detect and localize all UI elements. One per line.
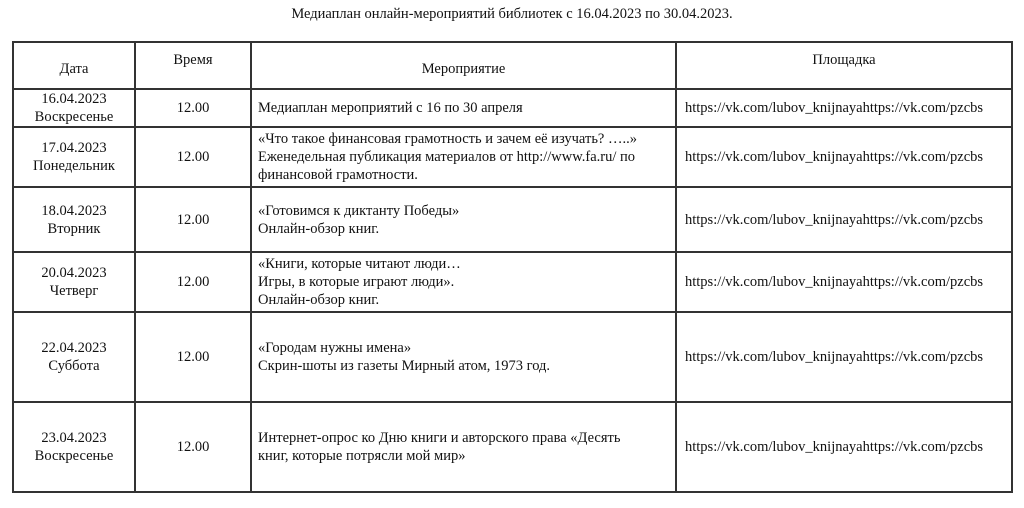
event-weekday: Вторник <box>47 220 101 237</box>
event-text-line: Медиаплан мероприятий с 16 по 30 апреля <box>258 100 523 116</box>
date-cell <box>13 402 135 492</box>
venue-link[interactable]: https://vk.com/lubov_knijnayahttps://vk.com/pzcbs <box>685 274 984 290</box>
time-cell: 12.00 <box>135 89 251 127</box>
table-row <box>13 127 1012 187</box>
event-weekday: Воскресенье <box>34 109 114 125</box>
table-row <box>13 402 1012 492</box>
venue-link[interactable]: https://vk.com/lubov_knijnayahttps://vk.com/pzcbs <box>685 149 984 165</box>
event-text-line: Еженедельная публикация материалов от http://www.fa.ru/ по <box>258 149 636 165</box>
event-text-line: Онлайн-обзор книг. <box>258 292 380 308</box>
venue-cell <box>676 312 1012 402</box>
time-cell: 12.00 <box>135 187 251 252</box>
event-weekday: Воскресенье <box>34 448 114 464</box>
table-row <box>13 187 1012 252</box>
time-cell: 12.00 <box>135 312 251 402</box>
event-weekday: Четверг <box>49 283 99 299</box>
document-title: Медиаплан онлайн-мероприятий библиотек с 16.04.2023 по 30.04.2023. <box>291 6 733 22</box>
table-row <box>13 312 1012 402</box>
event-text-line: Онлайн-обзор книг. <box>258 220 380 237</box>
time-cell: 12.00 <box>135 127 251 187</box>
event-text-line: Игры, в которые играют люди». <box>258 274 455 290</box>
event-text-line: «Готовимся к диктанту Победы» <box>258 202 460 219</box>
table-row <box>13 252 1012 312</box>
venue-cell <box>676 187 1012 252</box>
event-weekday: Понедельник <box>33 158 115 174</box>
event-text-line: книг, которые потрясли мой мир» <box>258 448 466 464</box>
date-cell <box>13 187 135 252</box>
event-date: 17.04.2023 <box>41 140 107 156</box>
header-event: Мероприятие <box>251 42 676 89</box>
date-cell <box>13 127 135 187</box>
date-cell <box>13 89 135 127</box>
event-cell <box>251 312 676 402</box>
table-row <box>13 89 1012 127</box>
date-cell <box>13 312 135 402</box>
venue-cell <box>676 89 1012 127</box>
table-header-row <box>13 42 1012 89</box>
header-time: Время <box>135 42 251 89</box>
event-weekday: Суббота <box>48 358 100 374</box>
event-cell <box>251 252 676 312</box>
event-cell <box>251 127 676 187</box>
venue-link[interactable]: https://vk.com/lubov_knijnayahttps://vk.com/pzcbs <box>685 100 984 116</box>
event-cell <box>251 187 676 252</box>
event-text-line: «Книги, которые читают люди… <box>258 256 461 272</box>
header-venue: Площадка <box>676 42 1012 89</box>
time-cell: 12.00 <box>135 402 251 492</box>
event-text-line: «Городам нужны имена» <box>258 340 412 356</box>
event-date: 20.04.2023 <box>41 265 107 281</box>
header-date: Дата <box>13 42 135 89</box>
event-cell <box>251 402 676 492</box>
venue-link[interactable]: https://vk.com/lubov_knijnayahttps://vk.com/pzcbs <box>685 439 984 455</box>
date-cell <box>13 252 135 312</box>
venue-link[interactable]: https://vk.com/lubov_knijnayahttps://vk.com/pzcbs <box>685 349 984 365</box>
event-cell <box>251 89 676 127</box>
events-table <box>12 41 1013 493</box>
event-text-line: Скрин-шоты из газеты Мирный атом, 1973 год. <box>258 358 551 374</box>
venue-link[interactable]: https://vk.com/lubov_knijnayahttps://vk.com/pzcbs <box>685 211 984 228</box>
event-text-line: финансовой грамотности. <box>258 167 418 183</box>
time-cell: 12.00 <box>135 252 251 312</box>
event-date: 18.04.2023 <box>41 202 107 219</box>
venue-cell <box>676 127 1012 187</box>
venue-cell <box>676 402 1012 492</box>
event-date: 23.04.2023 <box>41 430 107 446</box>
event-text-line: Интернет-опрос ко Дню книги и авторского права «Десять <box>258 430 621 446</box>
event-text-line: «Что такое финансовая грамотность и зачем её изучать? …..» <box>258 131 637 147</box>
event-date: 22.04.2023 <box>41 340 107 356</box>
venue-cell <box>676 252 1012 312</box>
event-date: 16.04.2023 <box>41 91 107 107</box>
